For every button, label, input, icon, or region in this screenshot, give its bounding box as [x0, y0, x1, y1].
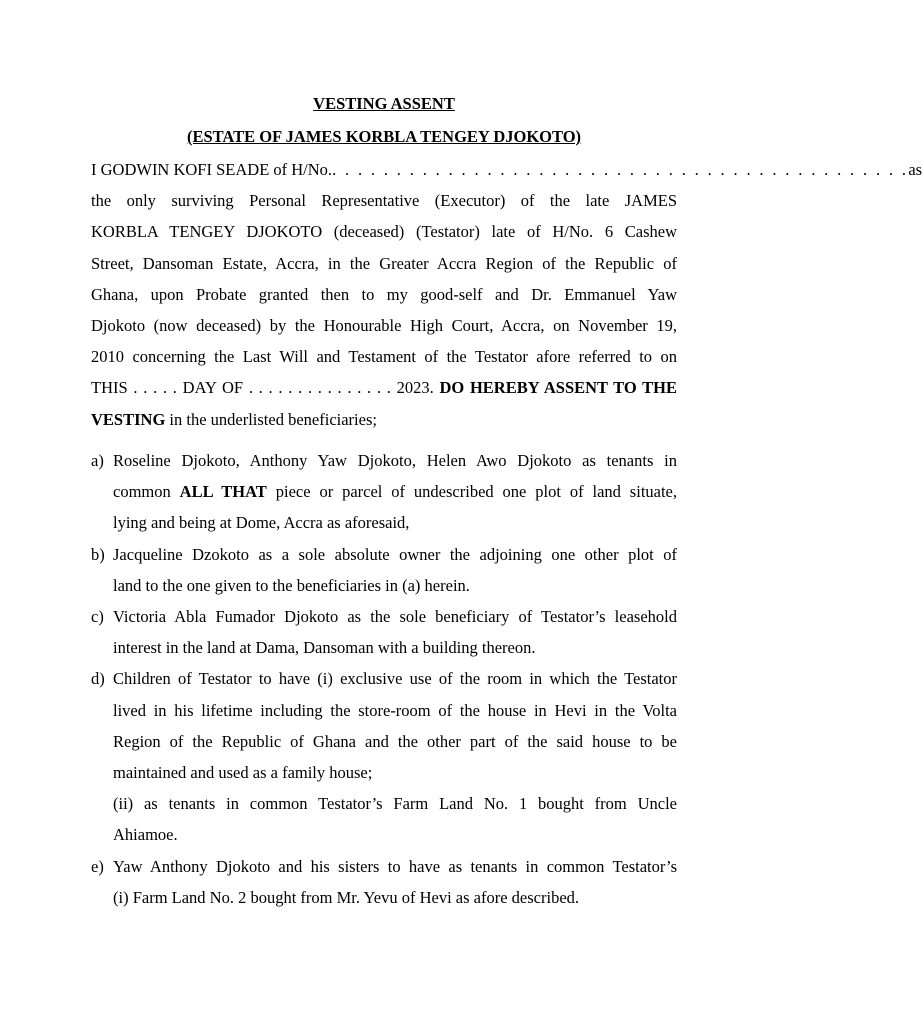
date-blank-line: THIS . . . . . DAY OF . . . . . . . . . . . . . . . 2023.: [91, 378, 434, 398]
intro-line-1-prefix: I GODWIN KOFI SEADE of H/No.: [91, 160, 333, 179]
intro-line-6: Djokoto (now deceased) by the Honourable High Court, Accra, on November 19,: [91, 316, 677, 336]
list-item-b: [91, 539, 677, 601]
list-item-line: Yaw Anthony Djokoto and his sisters to have as tenants in common Testator’s: [113, 856, 677, 876]
intro-line-9-rest: in the underlisted beneficiaries;: [165, 409, 377, 429]
list-item-line: interest in the land at Dama, Dansoman with a building thereon.: [113, 638, 536, 658]
beneficiaries-list: [91, 445, 677, 913]
intro-line-9: [91, 404, 677, 435]
list-item-line: Ahiamoe.: [113, 825, 178, 845]
list-marker: c): [91, 607, 104, 627]
list-marker: b): [91, 544, 105, 564]
list-item-line: Children of Testator to have (i) exclusive use of the room in which the Testator: [113, 669, 677, 689]
intro-line-4: Street, Dansoman Estate, Accra, in the Greater Accra Region of the Republic of: [91, 253, 677, 273]
list-marker: e): [91, 856, 104, 876]
list-item-line: Roseline Djokoto, Anthony Yaw Djokoto, Helen Awo Djokoto as tenants in: [113, 451, 677, 470]
document-title: VESTING ASSENT: [313, 94, 455, 113]
list-item-e: [91, 851, 677, 913]
intro-paragraph: [91, 154, 922, 435]
vesting-bold: VESTING: [91, 409, 166, 429]
list-item-line: land to the one given to the beneficiaries in (a) herein.: [113, 575, 470, 595]
intro-line-1-suffix: as: [908, 160, 922, 179]
list-item-line: Jacqueline Dzokoto as a sole absolute owner the adjoining one other plot of: [113, 544, 677, 564]
intro-line-7: 2010 concerning the Last Will and Testament of the Testator afore referred to on: [91, 347, 677, 367]
list-item-a: [91, 445, 677, 539]
list-marker: a): [91, 451, 104, 470]
list-marker: d): [91, 669, 105, 689]
list-item-line: Victoria Abla Fumador Djokoto as the sole beneficiary of Testator’s leasehold: [113, 607, 677, 627]
house-number-blank: . . . . . . . . . . . . . . . . . . . . . . . . . . . . . . . . . . . . . . . . . . . . .: [332, 160, 909, 179]
list-item-line: (i) Farm Land No. 2 bought from Mr. Yevu of Hevi as afore described.: [113, 887, 580, 907]
list-item-line: maintained and used as a family house;: [113, 763, 373, 783]
list-item-line: lived in his lifetime including the store-room of the house in Hevi in the Volta: [113, 700, 677, 720]
list-item-line: [113, 476, 677, 507]
assent-statement-bold: DO HEREBY ASSENT TO THE: [439, 378, 677, 398]
document-subtitle: (ESTATE OF JAMES KORBLA TENGEY DJOKOTO): [186, 127, 582, 146]
intro-line-1: [91, 154, 922, 185]
list-item-text: common: [113, 482, 180, 502]
list-item-line: Region of the Republic of Ghana and the other part of the said house to be: [113, 731, 677, 751]
intro-line-5: Ghana, upon Probate granted then to my good-self and Dr. Emmanuel Yaw: [91, 284, 677, 304]
list-item-c: [91, 601, 677, 663]
list-item-text: piece or parcel of undescribed one plot of land situate,: [266, 482, 678, 502]
list-item-d: [91, 663, 677, 850]
intro-line-2: the only surviving Personal Representative (Executor) of the late JAMES: [91, 191, 677, 211]
intro-line-3: KORBLA TENGEY DJOKOTO (deceased) (Testator) late of H/No. 6 Cashew: [91, 222, 677, 242]
intro-line-8: [91, 372, 677, 403]
all-that-bold: ALL THAT: [179, 482, 267, 502]
list-item-line: (ii) as tenants in common Testator’s Farm Land No. 1 bought from Uncle: [113, 794, 677, 814]
list-item-line: lying and being at Dome, Accra as aforesaid,: [113, 513, 410, 533]
